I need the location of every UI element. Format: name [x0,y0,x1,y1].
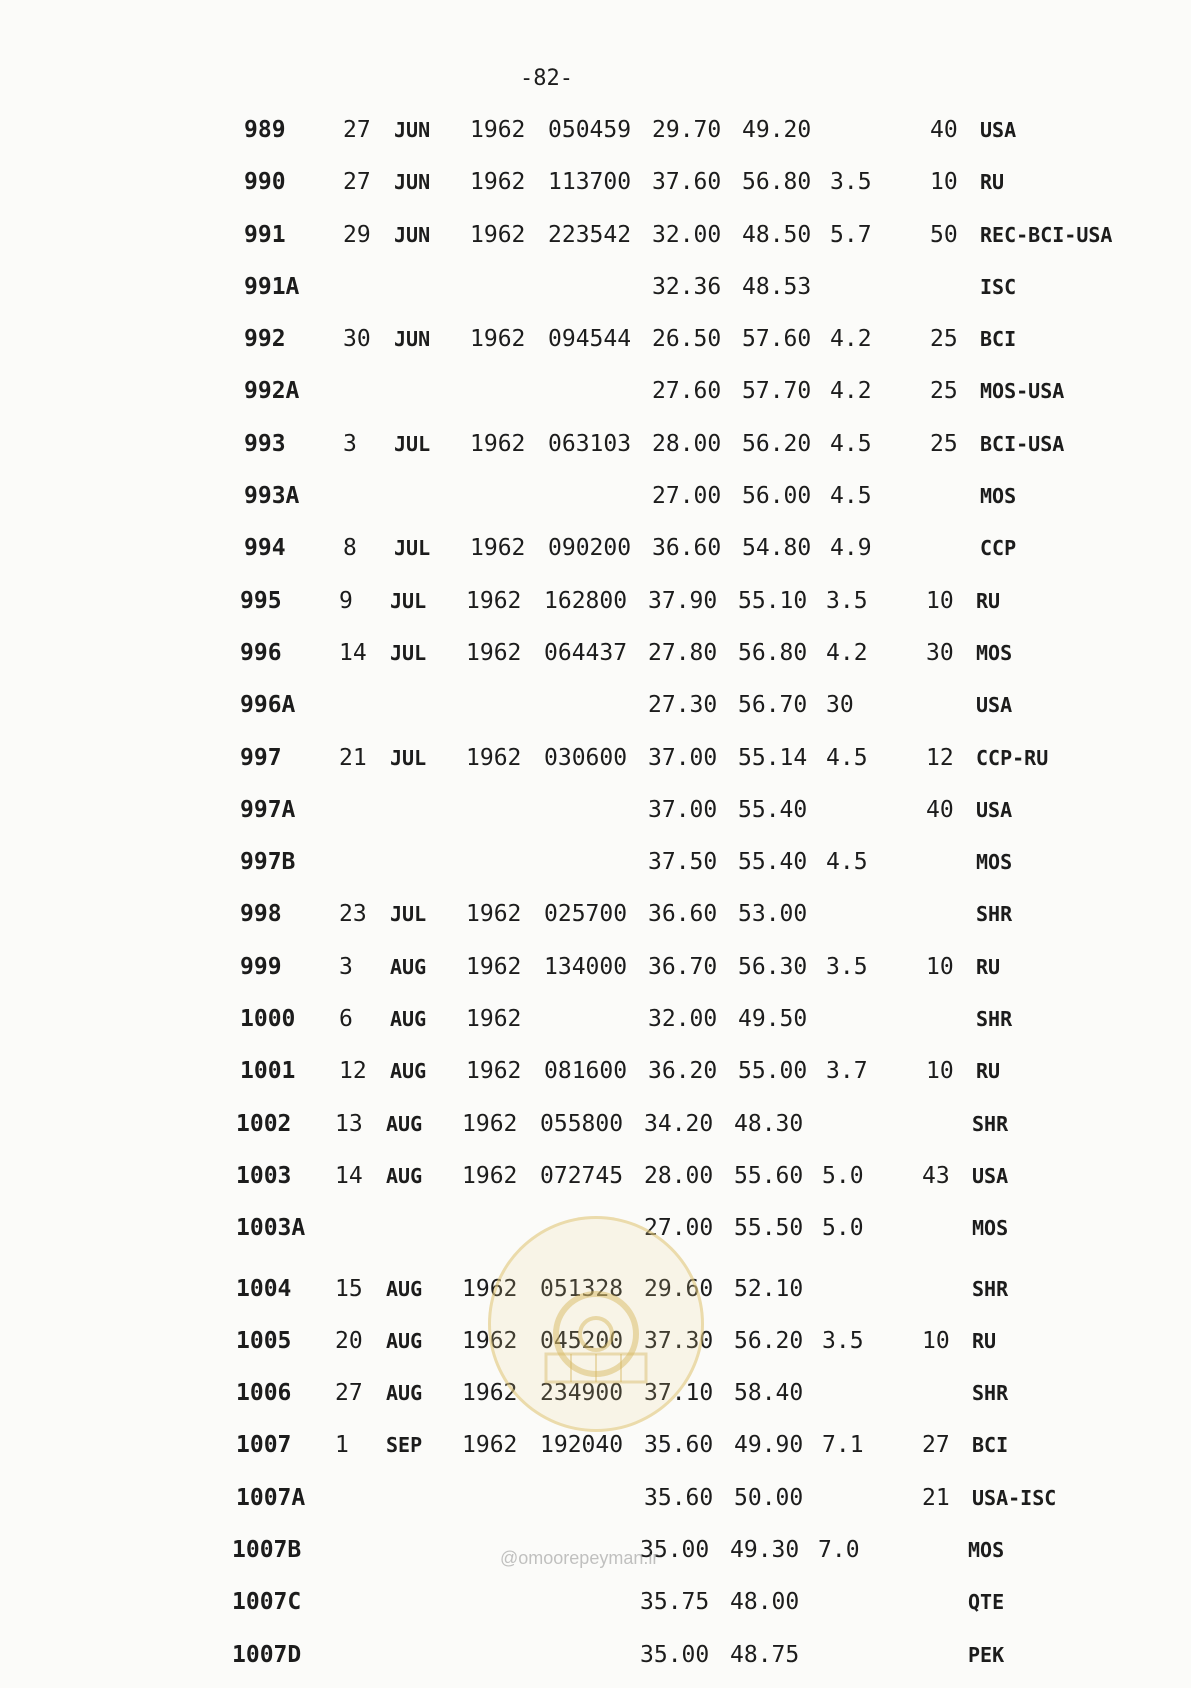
longitude: 49.90 [734,1432,804,1459]
origin-time: 050459 [548,117,632,143]
longitude: 56.20 [734,1327,804,1354]
longitude: 53.00 [738,901,808,928]
latitude: 28.00 [652,430,722,457]
longitude: 55.50 [734,1215,804,1242]
depth: 30 [926,639,954,666]
longitude: 49.50 [738,1006,808,1033]
event-number: 997 [240,744,282,771]
origin-time: 072745 [540,1162,624,1189]
reporting-agency: REC-BCI-USA [980,222,1113,247]
event-number: 990 [244,169,286,196]
event-day: 1 [335,1432,349,1459]
reporting-agency: MOS-USA [980,379,1065,404]
depth: 25 [930,430,958,457]
event-day: 14 [339,639,367,666]
longitude: 50.00 [734,1484,804,1511]
event-month: AUG [386,1328,423,1353]
reporting-agency: BCI [972,1433,1009,1458]
latitude: 35.00 [640,1641,710,1668]
latitude: 29.60 [644,1275,714,1302]
latitude: 35.75 [640,1589,710,1616]
magnitude: 3.5 [826,953,868,980]
table-row [0,1150,1191,1202]
event-month: AUG [390,1059,427,1084]
event-day: 20 [335,1327,363,1354]
reporting-agency: USA-ISC [972,1485,1057,1510]
event-number: 991 [244,221,286,248]
latitude: 37.50 [648,849,718,876]
event-year: 1962 [470,430,526,457]
latitude: 35.60 [644,1432,714,1459]
latitude: 32.00 [652,221,722,248]
event-day: 3 [343,430,357,457]
latitude: 32.36 [652,273,722,300]
depth: 27 [922,1432,950,1459]
event-month: SEP [386,1433,423,1458]
event-day: 29 [343,221,371,248]
origin-time: 162800 [544,587,628,614]
event-number: 1007B [232,1537,302,1564]
origin-time: 064437 [544,639,628,666]
magnitude: 7.0 [818,1537,860,1564]
event-number: 1003A [236,1215,306,1242]
depth: 40 [930,117,958,143]
table-row [0,888,1191,940]
origin-time: 081600 [544,1058,628,1085]
latitude: 37.00 [648,744,718,771]
longitude: 55.14 [738,744,808,771]
origin-time: 030600 [544,744,628,771]
event-year: 1962 [470,117,526,143]
longitude: 55.40 [738,796,808,823]
reporting-agency: MOS [972,1216,1009,1241]
page-number: -82- [520,66,573,91]
origin-time: 025700 [544,901,628,928]
depth: 10 [930,169,958,196]
event-year: 1962 [462,1110,518,1137]
magnitude: 4.2 [830,378,872,405]
reporting-agency: RU [976,588,1001,613]
latitude: 36.70 [648,953,718,980]
event-year: 1962 [470,535,526,562]
longitude: 54.80 [742,535,812,562]
watermark-text: @omoorepeyman.ir [500,1548,659,1568]
event-number: 1001 [240,1058,296,1085]
longitude: 55.60 [734,1162,804,1189]
event-number: 991A [244,273,300,300]
event-month: JUL [390,640,427,665]
event-day: 15 [335,1275,363,1302]
event-day: 27 [343,169,371,196]
magnitude: 3.5 [830,169,872,196]
event-year: 1962 [470,169,526,196]
table-row [0,365,1191,417]
latitude: 37.60 [652,169,722,196]
earthquake-catalog-table [0,104,1191,1681]
event-year: 1962 [470,326,526,353]
origin-time: 223542 [548,221,632,248]
magnitude: 4.2 [826,639,868,666]
latitude: 36.60 [652,535,722,562]
longitude: 52.10 [734,1275,804,1302]
depth: 10 [926,953,954,980]
table-row [0,627,1191,679]
event-number: 995 [240,587,282,614]
gear-icon [526,1279,666,1389]
table-row [0,1472,1191,1524]
table-row [0,1098,1191,1150]
reporting-agency: RU [980,170,1005,195]
event-number: 1007 [236,1432,292,1459]
reporting-agency: RU [972,1328,997,1353]
reporting-agency: SHR [972,1111,1009,1136]
event-number: 998 [240,901,282,928]
reporting-agency: RU [976,954,1001,979]
event-year: 1962 [470,221,526,248]
depth: 25 [930,378,958,405]
magnitude: 4.5 [826,849,868,876]
event-year: 1962 [466,744,522,771]
event-day: 27 [335,1380,363,1407]
longitude: 48.75 [730,1641,800,1668]
depth: 25 [930,326,958,353]
latitude: 26.50 [652,326,722,353]
event-number: 993A [244,483,300,510]
event-day: 30 [343,326,371,353]
origin-time: 094544 [548,326,632,353]
depth: 10 [926,1058,954,1085]
event-number: 993 [244,430,286,457]
magnitude: 4.9 [830,535,872,562]
magnitude: 3.7 [826,1058,868,1085]
magnitude: 7.1 [822,1432,864,1459]
table-row [0,522,1191,574]
depth: 10 [922,1327,950,1354]
event-number: 1007C [232,1589,302,1616]
latitude: 36.20 [648,1058,718,1085]
event-day: 14 [335,1162,363,1189]
reporting-agency: SHR [972,1381,1009,1406]
reporting-agency: USA [980,118,1017,142]
table-row [0,156,1191,208]
reporting-agency: RU [976,1059,1001,1084]
longitude: 48.53 [742,273,812,300]
reporting-agency: SHR [972,1276,1009,1301]
magnitude: 5.0 [822,1215,864,1242]
depth: 40 [926,796,954,823]
event-number: 1005 [236,1327,292,1354]
event-month: JUN [394,327,431,352]
longitude: 48.50 [742,221,812,248]
reporting-agency: CCP [980,536,1017,561]
reporting-agency: SHR [976,1007,1013,1032]
latitude: 28.00 [644,1162,714,1189]
table-row [0,732,1191,784]
reporting-agency: PEK [968,1642,1005,1667]
reporting-agency: USA [972,1163,1009,1188]
event-number: 1007D [232,1641,302,1668]
event-month: AUG [386,1381,423,1406]
event-month: AUG [386,1276,423,1301]
latitude: 37.30 [644,1327,714,1354]
longitude: 56.70 [738,692,808,719]
table-row [0,784,1191,836]
event-month: JUN [394,222,431,247]
event-year: 1962 [462,1380,518,1407]
reporting-agency: MOS [968,1538,1005,1563]
magnitude: 4.5 [830,483,872,510]
table-row [0,470,1191,522]
depth: 10 [926,587,954,614]
table-row [0,1045,1191,1097]
event-number: 1002 [236,1110,292,1137]
event-number: 996A [240,692,296,719]
watermark-logo [488,1216,704,1432]
event-number: 989 [244,117,286,143]
event-year: 1962 [462,1432,518,1459]
depth: 50 [930,221,958,248]
longitude: 56.00 [742,483,812,510]
table-row [0,836,1191,888]
event-month: AUG [386,1163,423,1188]
event-month: JUL [390,902,427,927]
table-row [0,941,1191,993]
longitude: 48.00 [730,1589,800,1616]
magnitude: 5.7 [830,221,872,248]
event-month: JUL [390,745,427,770]
event-number: 992A [244,378,300,405]
magnitude: 3.5 [826,587,868,614]
depth: 21 [922,1484,950,1511]
magnitude: 4.5 [826,744,868,771]
event-number: 997A [240,796,296,823]
table-row [0,261,1191,313]
event-number: 997B [240,849,296,876]
reporting-agency: MOS [980,484,1017,509]
latitude: 34.20 [644,1110,714,1137]
event-month: JUL [394,536,431,561]
event-year: 1962 [462,1275,518,1302]
origin-time: 192040 [540,1432,624,1459]
reporting-agency: ISC [980,274,1017,299]
event-day: 23 [339,901,367,928]
event-number: 1000 [240,1006,296,1033]
longitude: 55.10 [738,587,808,614]
latitude: 36.60 [648,901,718,928]
reporting-agency: CCP-RU [976,745,1049,770]
origin-time: 063103 [548,430,632,457]
reporting-agency: MOS [976,640,1013,665]
event-number: 1006 [236,1380,292,1407]
event-month: AUG [390,1007,427,1032]
reporting-agency: QTE [968,1590,1005,1615]
event-month: JUN [394,118,431,142]
reporting-agency: BCI-USA [980,431,1065,456]
event-year: 1962 [466,639,522,666]
longitude: 49.30 [730,1537,800,1564]
event-number: 1004 [236,1275,292,1302]
longitude: 57.60 [742,326,812,353]
table-row [0,209,1191,261]
event-year: 1962 [466,953,522,980]
longitude: 56.80 [738,639,808,666]
table-row [0,104,1191,156]
origin-time: 234900 [540,1380,624,1407]
event-number: 1003 [236,1162,292,1189]
table-row [0,1629,1191,1681]
event-year: 1962 [462,1162,518,1189]
origin-time: 134000 [544,953,628,980]
table-row [0,679,1191,731]
table-row [0,313,1191,365]
origin-time: 090200 [548,535,632,562]
event-year: 1962 [466,1006,522,1033]
reporting-agency: USA [976,693,1013,718]
table-row [0,575,1191,627]
event-number: 1007A [236,1484,306,1511]
event-day: 21 [339,744,367,771]
event-month: AUG [390,954,427,979]
magnitude: 5.0 [822,1162,864,1189]
longitude: 56.20 [742,430,812,457]
latitude: 37.90 [648,587,718,614]
event-year: 1962 [466,1058,522,1085]
origin-time: 045200 [540,1327,624,1354]
table-row [0,1576,1191,1628]
event-year: 1962 [466,587,522,614]
event-month: JUN [394,170,431,195]
latitude: 27.30 [648,692,718,719]
event-day: 9 [339,587,353,614]
longitude: 55.40 [738,849,808,876]
reporting-agency: MOS [976,850,1013,875]
table-row [0,418,1191,470]
latitude: 35.00 [640,1537,710,1564]
event-day: 13 [335,1110,363,1137]
table-row [0,993,1191,1045]
event-number: 999 [240,953,282,980]
longitude: 58.40 [734,1380,804,1407]
latitude: 27.00 [644,1215,714,1242]
event-month: AUG [386,1111,423,1136]
event-day: 6 [339,1006,353,1033]
origin-time: 051328 [540,1275,624,1302]
event-year: 1962 [462,1327,518,1354]
latitude: 27.80 [648,639,718,666]
origin-time: 113700 [548,169,632,196]
event-number: 992 [244,326,286,353]
magnitude: 30 [826,692,854,719]
latitude: 27.00 [652,483,722,510]
latitude: 37.10 [644,1380,714,1407]
origin-time: 055800 [540,1110,624,1137]
latitude: 37.00 [648,796,718,823]
reporting-agency: USA [976,797,1013,822]
longitude: 48.30 [734,1110,804,1137]
event-number: 994 [244,535,286,562]
longitude: 57.70 [742,378,812,405]
latitude: 32.00 [648,1006,718,1033]
longitude: 49.20 [742,117,812,143]
event-day: 8 [343,535,357,562]
magnitude: 4.5 [830,430,872,457]
event-year: 1962 [466,901,522,928]
latitude: 27.60 [652,378,722,405]
depth: 12 [926,744,954,771]
reporting-agency: BCI [980,327,1017,352]
latitude: 29.70 [652,117,722,143]
depth: 43 [922,1162,950,1189]
longitude: 56.30 [738,953,808,980]
latitude: 35.60 [644,1484,714,1511]
reporting-agency: SHR [976,902,1013,927]
event-number: 996 [240,639,282,666]
longitude: 56.80 [742,169,812,196]
event-day: 12 [339,1058,367,1085]
event-day: 27 [343,117,371,143]
magnitude: 3.5 [822,1327,864,1354]
event-day: 3 [339,953,353,980]
magnitude: 4.2 [830,326,872,353]
event-month: JUL [394,431,431,456]
longitude: 55.00 [738,1058,808,1085]
event-month: JUL [390,588,427,613]
